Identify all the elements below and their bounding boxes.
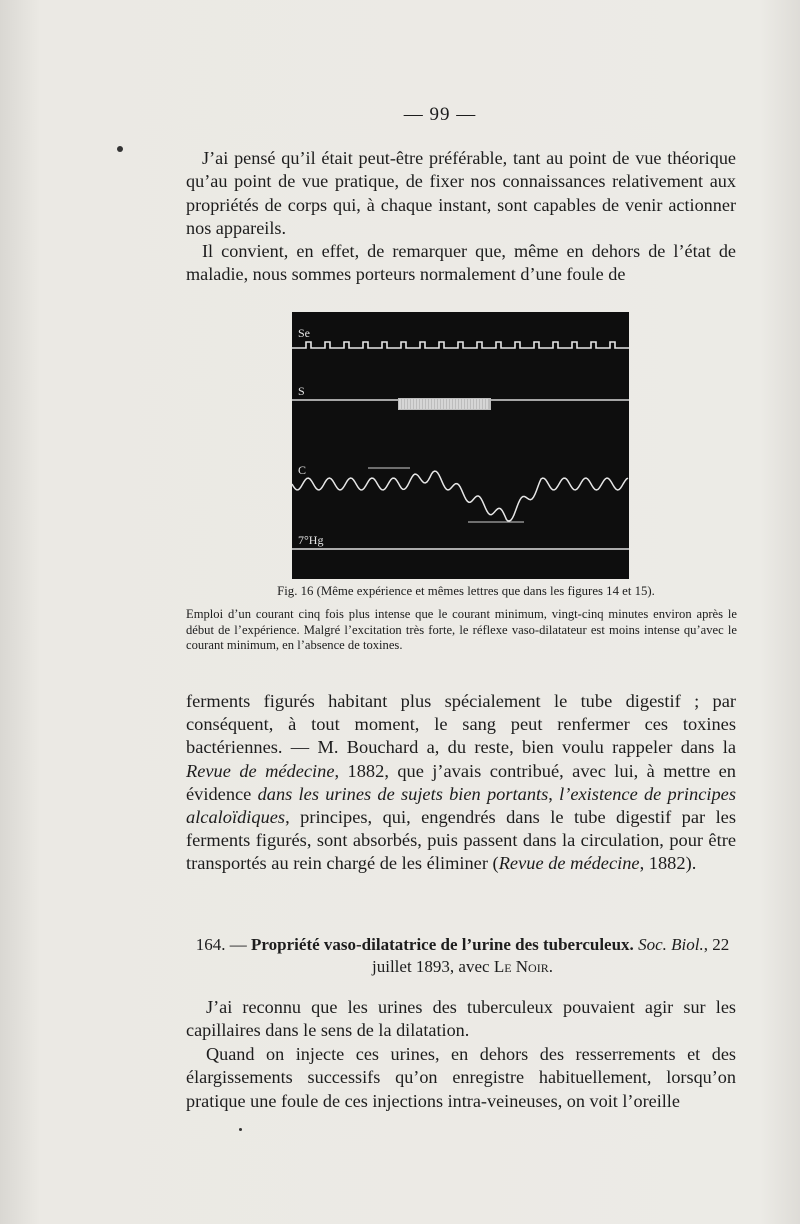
section-author: Le Noir. bbox=[493, 957, 553, 976]
journal-title-2: Revue de médecine bbox=[498, 853, 640, 874]
continuation-part-5: , 1882). bbox=[639, 853, 697, 874]
continuation-part-2: , 1882, que j’avais contribué, avec lui, à mettre en évidence bbox=[186, 760, 736, 804]
section-journal: Soc. Biol. bbox=[638, 935, 704, 954]
figure-16-tracing bbox=[292, 312, 629, 579]
section-date: , 22 juillet 1893, avec bbox=[372, 935, 730, 976]
final-paragraph-1: J’ai reconnu que les urines des tuberculeux pouvaient agir sur les capillaires dans le sens de la dilatation. bbox=[186, 997, 736, 1041]
figure-caption-body: Emploi d’un courant cinq fois plus intense que le courant minimum, vingt-cinq minutes environ après le début de l’expérience. Malgré l’excitation très forte, le réflexe vaso-dilatateur est moins intense qu’avec le courant minimum, en l’absence de toxines. bbox=[186, 607, 737, 653]
final-paragraph-2: Quand on injecte ces urines, en dehors des resserrements et des élargissements successifs qu’on enregistre habituellement, lorsqu’on pratique une foule de ces injections intra-veineuses, on voit l’oreille bbox=[186, 1043, 736, 1111]
italic-phrase-1: dans les urines de sujets bien portants bbox=[257, 783, 549, 804]
ink-speck bbox=[239, 1128, 242, 1131]
section-title: Propriété vaso-dilatatrice de l’urine des tuberculeux. bbox=[251, 935, 634, 954]
italic-phrase-2: l’existence de principes alcaloïdiques bbox=[186, 783, 736, 828]
label-c: C bbox=[298, 463, 307, 477]
label-hg: 7°Hg bbox=[298, 533, 324, 547]
continuation-text bbox=[186, 690, 736, 876]
journal-title-1: Revue de médecine bbox=[186, 760, 335, 781]
section-number: 164. — bbox=[195, 935, 247, 954]
continuation-part-4: , principes, qui, engendrés dans le tube digestif par les ferments figurés, sont absorbés, puis passent dans la circulation, pour être transportés au rein chargé de les éliminer ( bbox=[186, 807, 736, 874]
pressure-trace-c bbox=[292, 471, 628, 521]
intro-paragraph-2: Il convient, en effet, de remarquer que, même en dehors de l’état de maladie, nous sommes porteurs normalement d’une foule de bbox=[186, 241, 736, 285]
label-se: Se bbox=[298, 326, 310, 340]
figure-caption-title: Fig. 16 (Même expérience et mêmes lettres que dans les figures 14 et 15). bbox=[277, 584, 655, 598]
ink-speck bbox=[117, 146, 123, 152]
page-number: — 99 — bbox=[403, 104, 477, 125]
signal-trace-se bbox=[292, 342, 629, 348]
label-s: S bbox=[298, 384, 305, 398]
intro-paragraph-1: J’ai pensé qu’il était peut-être préférable, tant au point de vue théorique qu’au point de vue pratique, de fixer nos connaissances relativement aux propriétés de corps qui, à chaque instant, sont capables de venir actionner nos appareils. bbox=[186, 148, 736, 238]
intro-text bbox=[186, 147, 736, 287]
continuation-part-3: , bbox=[548, 783, 560, 804]
section-heading bbox=[186, 934, 739, 978]
continuation-part-1: ferments figurés habitant plus spécialement le tube digestif ; par conséquent, à tout moment, le sang peut renfermer ces toxines bactériennes. — M. Bouchard a, du reste, bien voulu rappeler dans la bbox=[186, 691, 736, 758]
final-text bbox=[186, 996, 736, 1113]
continuation-paragraph bbox=[186, 690, 736, 876]
tracing-svg bbox=[292, 312, 629, 579]
